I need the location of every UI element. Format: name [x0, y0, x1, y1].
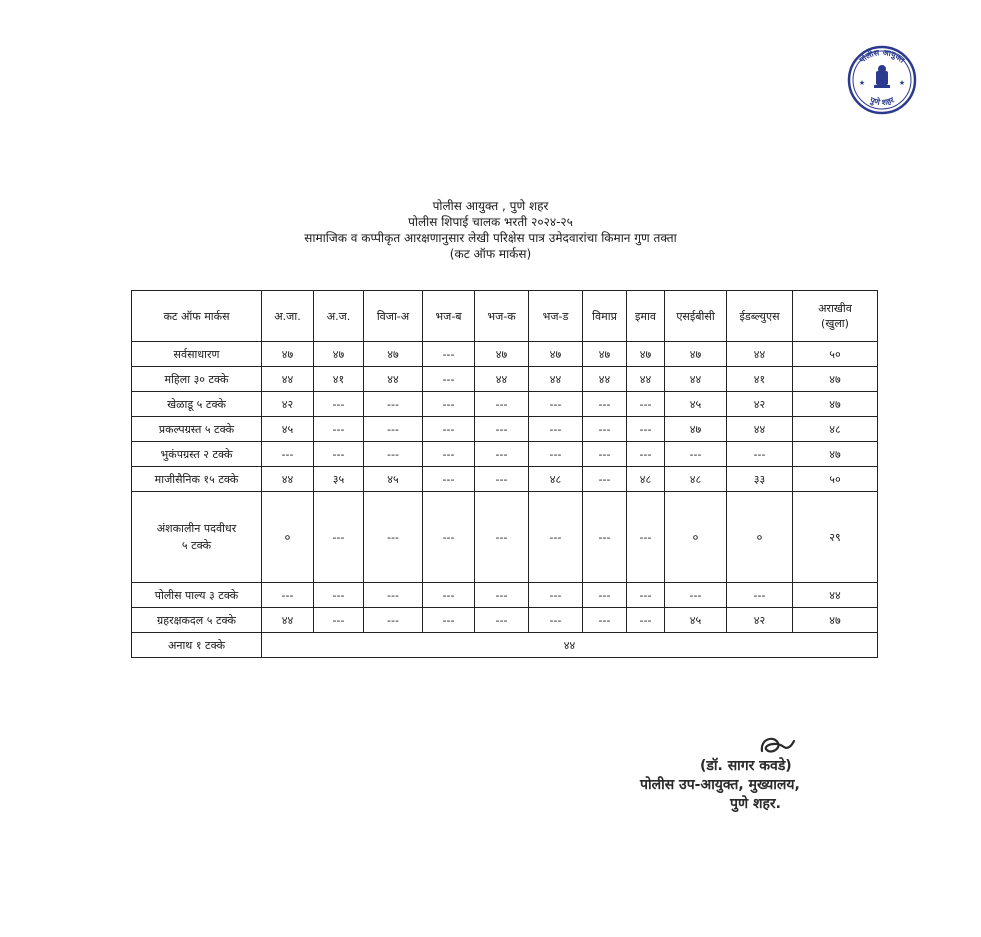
table-cell: ---: [627, 583, 665, 608]
svg-text:पुणे शहर: [867, 95, 896, 107]
table-cell: ---: [627, 492, 665, 583]
table-cell: ---: [583, 608, 627, 633]
table-cell: ४७: [665, 342, 727, 367]
row-label: ग्रहरक्षकदल ५ टक्के: [132, 608, 262, 633]
row-label: महिला ३० टक्के: [132, 367, 262, 392]
row-label: [132, 492, 262, 583]
column-header-open-line1: अराखीव: [818, 302, 852, 315]
signature-block: [640, 757, 920, 814]
row-label: अनाथ १ टक्के: [132, 633, 262, 658]
column-header: ईडब्ल्युएस: [727, 291, 793, 342]
table-cell: ---: [314, 417, 364, 442]
document-header: [0, 198, 981, 262]
table-cell: ४७: [627, 342, 665, 367]
table-cell: ३३: [727, 467, 793, 492]
table-cell: ---: [529, 417, 583, 442]
table-cell: ---: [627, 392, 665, 417]
table-header-row: [132, 291, 878, 342]
seal-top-text: पोलीस आयुक्त: [857, 47, 907, 65]
table-cell: ---: [583, 442, 627, 467]
table-cell: ४४: [727, 417, 793, 442]
row-label-line2: ५ टक्के: [181, 539, 212, 552]
table-cell: ---: [423, 417, 475, 442]
table-cell: ---: [583, 467, 627, 492]
table-cell: ---: [475, 608, 529, 633]
column-header: भज-क: [475, 291, 529, 342]
table-cell: ---: [665, 442, 727, 467]
table-cell: ---: [529, 442, 583, 467]
table-cell: ४४: [627, 367, 665, 392]
table-cell: ---: [364, 583, 423, 608]
table-cell: ४१: [727, 367, 793, 392]
table-row: [132, 342, 878, 367]
svg-text:★: ★: [898, 79, 906, 87]
table-cell: ४२: [727, 392, 793, 417]
table-row: [132, 583, 878, 608]
row-label: माजीसैनिक १५ टक्के: [132, 467, 262, 492]
table-cell: ---: [423, 392, 475, 417]
column-header: अ.ज.: [314, 291, 364, 342]
table-cell: ४७: [793, 442, 878, 467]
table-cell: ---: [423, 467, 475, 492]
column-header-open: [793, 291, 878, 342]
table-cell: ---: [262, 583, 314, 608]
table-cell: ४४: [727, 342, 793, 367]
table-cell: ४८: [627, 467, 665, 492]
signatory-name: (डॉ. सागर कवडे): [700, 758, 792, 774]
signatory-designation: पोलीस उप-आयुक्त, मुख्यालय,: [640, 777, 800, 793]
table-cell: ०: [727, 492, 793, 583]
table-cell: ---: [364, 417, 423, 442]
table-cell: ---: [583, 583, 627, 608]
signatory-city: पुणे शहर.: [730, 796, 781, 812]
table-cell: ---: [423, 608, 475, 633]
table-row: [132, 392, 878, 417]
table-cell: ०: [262, 492, 314, 583]
table-cell: ---: [314, 442, 364, 467]
table-cell: ---: [423, 492, 475, 583]
table-cell: ४७: [793, 608, 878, 633]
table-cell: ४५: [262, 417, 314, 442]
table-row: [132, 442, 878, 467]
table-cell: ४७: [364, 342, 423, 367]
table-cell: ४४: [262, 367, 314, 392]
cutoff-marks-table: [131, 290, 878, 658]
table-cell: ४७: [665, 417, 727, 442]
column-header: इमाव: [627, 291, 665, 342]
table-cell: ---: [314, 608, 364, 633]
table-cell: ---: [627, 417, 665, 442]
column-header: भज-ड: [529, 291, 583, 342]
table-cell: ४५: [665, 392, 727, 417]
table-cell: ४७: [793, 392, 878, 417]
row-label: सर्वसाधारण: [132, 342, 262, 367]
table-row: [132, 367, 878, 392]
table-cell: ५०: [793, 467, 878, 492]
table-cell: ---: [475, 417, 529, 442]
table-cell: ---: [423, 342, 475, 367]
table-cell: ४५: [364, 467, 423, 492]
table-cell: ४१: [314, 367, 364, 392]
table-cell: ---: [583, 417, 627, 442]
column-header: अ.जा.: [262, 291, 314, 342]
table-cell: ४२: [727, 608, 793, 633]
table-cell: ---: [475, 583, 529, 608]
table-cell: ---: [727, 583, 793, 608]
table-row: [132, 608, 878, 633]
table-cell: ---: [364, 492, 423, 583]
table-row: [132, 492, 878, 583]
column-header: भज-ब: [423, 291, 475, 342]
row-label: भुकंपग्रस्त २ टक्के: [132, 442, 262, 467]
table-cell: ४८: [793, 417, 878, 442]
table-cell: ४७: [262, 342, 314, 367]
table-cell: ---: [529, 583, 583, 608]
table-cell: ०: [665, 492, 727, 583]
table-cell: ४४: [665, 367, 727, 392]
table-cell: ४५: [665, 608, 727, 633]
table-cell: ---: [314, 492, 364, 583]
table-cell: ४७: [475, 342, 529, 367]
table-cell-merged: ४४: [262, 633, 878, 658]
table-cell: ---: [423, 583, 475, 608]
table-cell: ४७: [583, 342, 627, 367]
table-row: [132, 633, 878, 658]
header-line-description: सामाजिक व कप्पीकृत आरक्षणानुसार लेखी परिक्षेस पात्र उमेदवारांचा किमान गुण तक्ता: [304, 231, 677, 245]
table-cell: ---: [627, 608, 665, 633]
table-cell: ४८: [529, 467, 583, 492]
table-cell: ---: [727, 442, 793, 467]
column-header: विजा-अ: [364, 291, 423, 342]
table-cell: ४७: [529, 342, 583, 367]
seal-bottom-text: पुणे शहर: [868, 95, 896, 108]
table-cell: ---: [475, 467, 529, 492]
row-label: खेळाडू ५ टक्के: [132, 392, 262, 417]
table-cell: ---: [583, 492, 627, 583]
emblem-icon: [874, 65, 890, 88]
table-row: [132, 467, 878, 492]
table-cell: ---: [529, 492, 583, 583]
table-cell: ४४: [262, 608, 314, 633]
table-cell: ---: [262, 442, 314, 467]
header-line-recruitment: पोलीस शिपाई चालक भरती २०२४-२५: [408, 215, 573, 229]
table-cell: ---: [423, 442, 475, 467]
table-cell: ---: [364, 442, 423, 467]
table-cell: ---: [423, 367, 475, 392]
table-cell: ४४: [364, 367, 423, 392]
table-cell: ---: [364, 392, 423, 417]
table-cell: ४८: [665, 467, 727, 492]
table-cell: २९: [793, 492, 878, 583]
row-label: पोलीस पाल्य ३ टक्के: [132, 583, 262, 608]
column-header-category: कट ऑफ मार्कस: [132, 291, 262, 342]
table-cell: ४४: [262, 467, 314, 492]
table-cell: ---: [529, 608, 583, 633]
table-cell: ---: [314, 392, 364, 417]
table-row: [132, 417, 878, 442]
column-header: विमाप्र: [583, 291, 627, 342]
table-cell: ---: [364, 608, 423, 633]
table-cell: ४४: [583, 367, 627, 392]
table-cell: ३५: [314, 467, 364, 492]
header-line-cutoff: (कट ऑफ मार्कस): [449, 247, 532, 261]
table-cell: ---: [314, 583, 364, 608]
table-cell: ४४: [793, 583, 878, 608]
table-cell: ---: [475, 442, 529, 467]
handwritten-signature-mark: [756, 733, 796, 759]
table-cell: ४७: [793, 367, 878, 392]
table-cell: ---: [529, 392, 583, 417]
header-line-office: पोलीस आयुक्त , पुणे शहर: [432, 199, 549, 213]
table-cell: ४७: [314, 342, 364, 367]
police-seal-logo: [838, 45, 926, 115]
table-cell: ४२: [262, 392, 314, 417]
row-label: प्रकल्पग्रस्त ५ टक्के: [132, 417, 262, 442]
table-cell: ---: [475, 392, 529, 417]
table-cell: ---: [583, 392, 627, 417]
column-header: एसईबीसी: [665, 291, 727, 342]
table-cell: ---: [627, 442, 665, 467]
table-cell: ---: [475, 492, 529, 583]
table-cell: ५०: [793, 342, 878, 367]
row-label-line1: अंशकालीन पदवीधर: [156, 522, 237, 535]
table-cell: ४४: [475, 367, 529, 392]
table-cell: ४४: [529, 367, 583, 392]
svg-text:★: ★: [858, 79, 866, 87]
column-header-open-line2: (खुला): [821, 317, 849, 330]
table-cell: ---: [665, 583, 727, 608]
